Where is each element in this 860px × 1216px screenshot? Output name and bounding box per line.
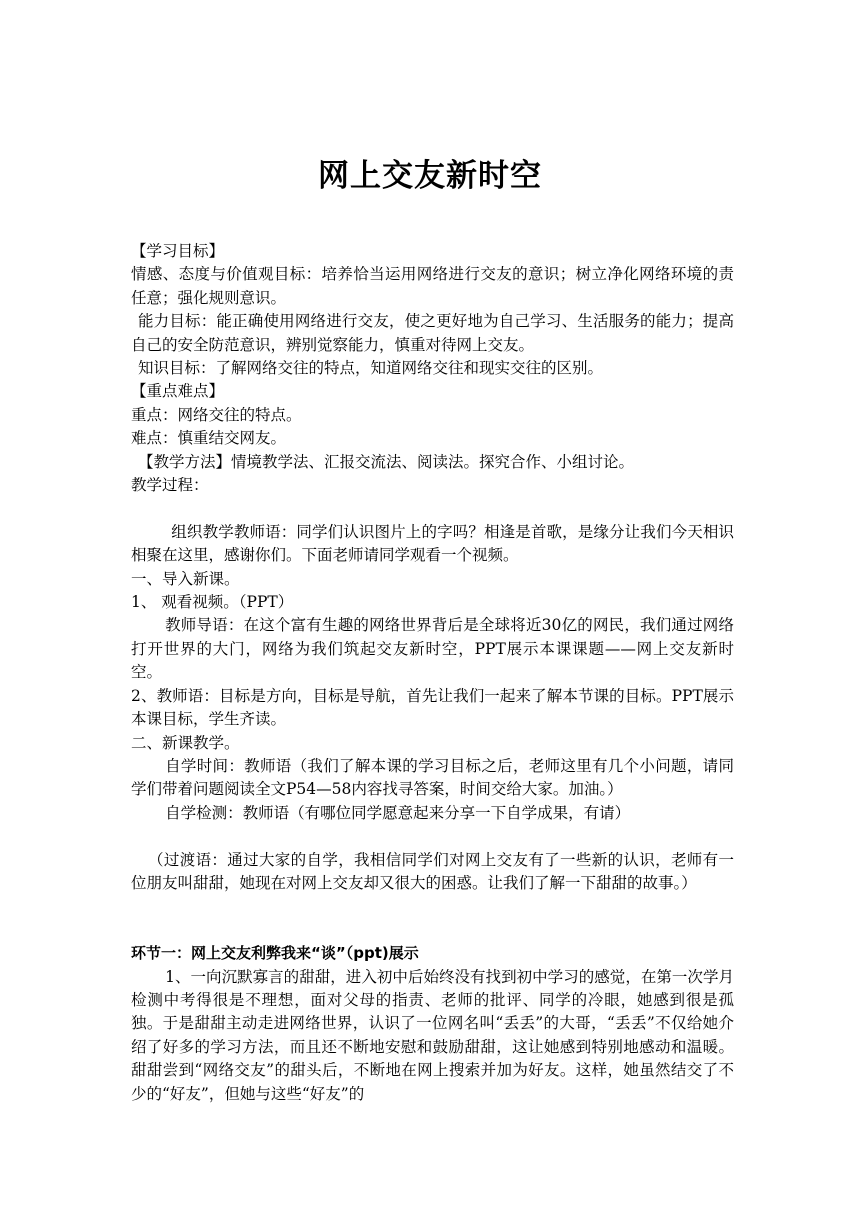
paragraph-self-study: 自学时间：教师语（我们了解本课的学习目标之后，老师这里有几个小问题，请同学们带着问题阅读全文P54—58内容找寻答案，时间交给大家。加油。） [131, 756, 734, 799]
paragraph-emotion-goal: 情感、态度与价值观目标：培养恰当运用网络进行交友的意识；树立净化网络环境的责任意；强化规则意识。 [131, 265, 734, 307]
document-body [131, 240, 734, 1106]
spacer [131, 895, 734, 942]
list-item-watch-video: 1、 观看视频。（PPT） [131, 593, 294, 612]
section-heading-segment-one: 环节一：网上交友利弊我来“谈”（ppt)展示 [131, 944, 419, 963]
paragraph-difficult-point: 难点：慎重结交网友。 [131, 429, 287, 448]
paragraph-teaching-methods: 【教学方法】情境教学法、汇报交流法、阅读法。探究合作、小组讨论。 [137, 452, 634, 471]
document-title: 网上交友新时空 [318, 158, 542, 194]
spacer [131, 825, 734, 848]
paragraph-key-point: 重点：网络交往的特点。 [131, 405, 302, 424]
paragraph-ability-goal: 能力目标：能正确使用网络进行交友，使之更好地为自己学习、生活服务的能力；提高自己的安全防范意识，辨别觉察能力，慎重对待网上交友。 [131, 312, 734, 354]
paragraph-tiantian-story: 1、一向沉默寡言的甜甜，进入初中后始终没有找到初中学习的感觉，在第一次学月检测中考得很是不理想，面对父母的指责、老师的批评、同学的冷眼，她感到很是孤独。于是甜甜主动走进网络世界，认识了一位网名叫“丢丢”的大哥，“丢丢”不仅给她介绍了好多的学习方法，而且还不断地安慰和鼓励甜甜，这让她感到特别地感动和温暖。甜甜尝到“网络交友”的甜头后，不断地在网上搜索并加为好友。这样，她虽然结交了不少的“好友”，但她与这些“好友”的 [131, 967, 734, 1103]
paragraph-self-check: 自学检测：教师语（有哪位同学愿意起来分享一下自学成果，有请） [165, 803, 631, 822]
paragraph-opening: 组织教学教师语：同学们认识图片上的字吗？相逢是首歌，是缘分让我们今天相识相聚在这里，感谢你们。下面老师请同学观看一个视频。 [131, 522, 734, 565]
spacer [131, 497, 734, 520]
section-heading-objectives: 【学习目标】 [131, 242, 225, 260]
list-item-teacher-goal: 2、教师语：目标是方向，目标是导航，首先让我们一起来了解本节课的目标。PPT展示本课目标，学生齐读。 [131, 686, 734, 729]
section-heading-intro: 一、导入新课。 [131, 569, 240, 588]
section-heading-key-points: 【重点难点】 [131, 382, 225, 401]
section-heading-new-lesson: 二、新课教学。 [131, 733, 240, 752]
paragraph-teaching-process: 教学过程： [131, 476, 209, 495]
paragraph-transition: （过渡语：通过大家的自学，我相信同学们对网上交友有了一些新的认识，老师有一位朋友叫甜甜，她现在对网上交友却又很大的困惑。让我们了解一下甜甜的故事。） [131, 850, 734, 892]
paragraph-teacher-intro: 教师导语：在这个富有生趣的网络世界背后是全球将近30亿的网民，我们通过网络打开世界的大门，网络为我们筑起交友新时空，PPT展示本课课题——网上交友新时空。 [131, 616, 734, 682]
paragraph-knowledge-goal: 知识目标：了解网络交往的特点，知道网络交往和现实交往的区别。 [137, 359, 603, 378]
